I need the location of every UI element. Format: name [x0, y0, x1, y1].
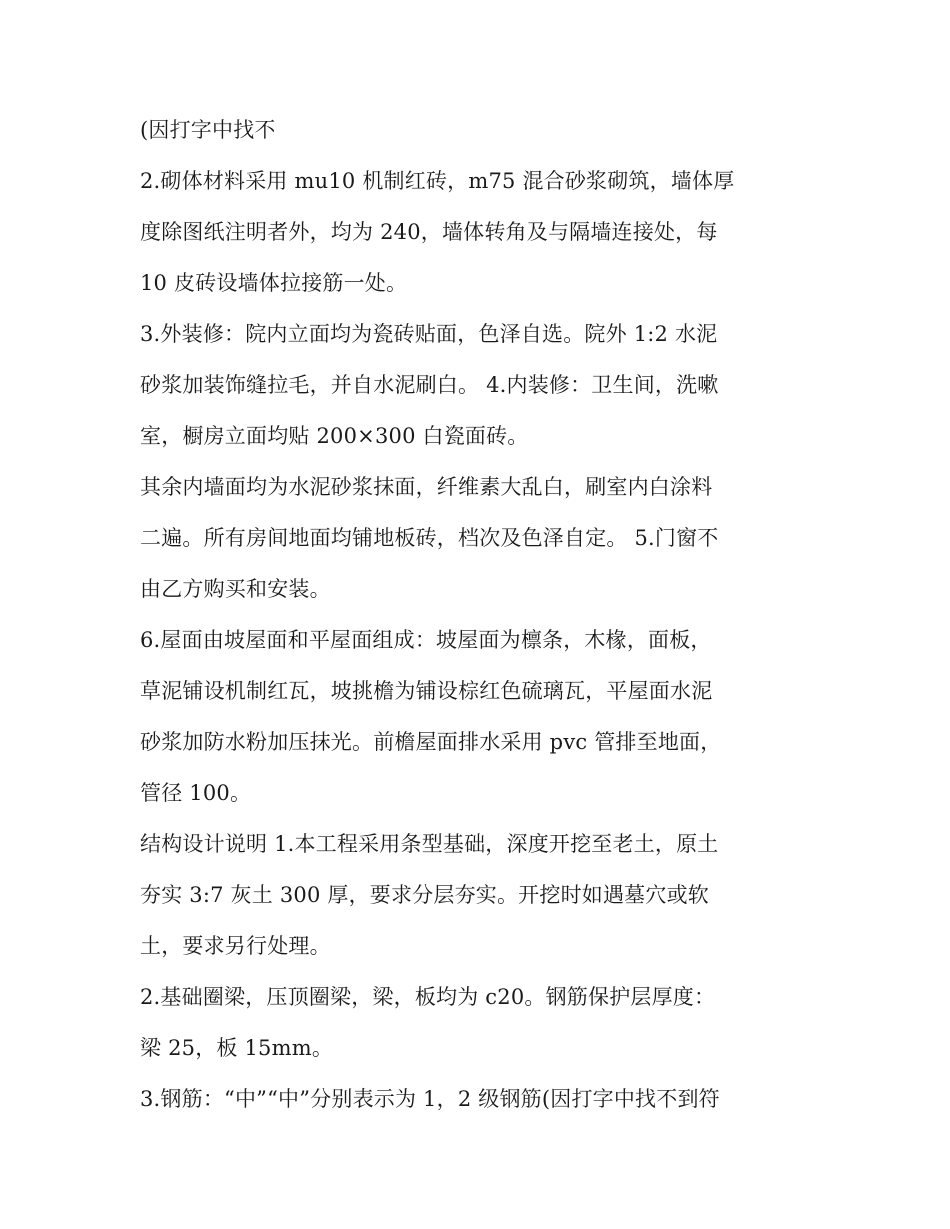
text-line: 2.砌体材料采用 mu10 机制红砖，m75 混合砂浆砌筑，墙体厚	[140, 169, 735, 193]
text-line: 管径 100。	[140, 781, 252, 805]
text-line: (因打字中找不	[140, 118, 276, 142]
text-line: 2.基础圈梁，压顶圈梁，梁，板均为 c20。钢筋保护层厚度：	[140, 985, 716, 1009]
text-line: 6.屋面由坡屋面和平屋面组成：坡屋面为檩条，木椽，面板，	[140, 628, 712, 652]
text-line: 砂浆加装饰缝拉毛，并自水泥刷白。 4.内装修：卫生间，洗嗽	[140, 373, 719, 397]
text-line: 草泥铺设机制红瓦，坡挑檐为铺设棕红色硫璃瓦，平屋面水泥	[140, 679, 713, 703]
text-line: 砂浆加防水粉加压抹光。前檐屋面排水采用 pvc 管排至地面，	[140, 730, 722, 754]
text-line: 3.外装修：院内立面均为瓷砖贴面，色泽自选。院外 1:2 水泥	[140, 322, 718, 346]
text-line: 土，要求另行处理。	[140, 934, 331, 958]
text-line: 结构设计说明 1.本工程采用条型基础，深度开挖至老土，原土	[140, 832, 719, 856]
text-line: 3.钢筋：“中”“中”分别表示为 1，2 级钢筋(因打字中找不到符	[140, 1087, 720, 1111]
text-line: 度除图纸注明者外，均为 240，墙体转角及与隔墙连接处，每	[140, 220, 718, 244]
text-line: 夯实 3:7 灰土 300 厚，要求分层夯实。开挖时如遇墓穴或软	[140, 883, 709, 907]
text-line: 10 皮砖设墙体拉接筋一处。	[140, 271, 408, 295]
text-line: 梁 25，板 15mm。	[140, 1036, 334, 1060]
text-line: 其余内墙面均为水泥砂浆抹面，纤维素大乱白，刷室内白涂料	[140, 475, 713, 499]
text-line: 二遍。所有房间地面均铺地板砖，档次及色泽自定。 5.门窗不	[140, 526, 719, 550]
document-body	[140, 105, 820, 1125]
text-line: 室，橱房立面均贴 200×300 白瓷面砖。	[140, 424, 529, 448]
text-line: 由乙方购买和安装。	[140, 577, 331, 601]
